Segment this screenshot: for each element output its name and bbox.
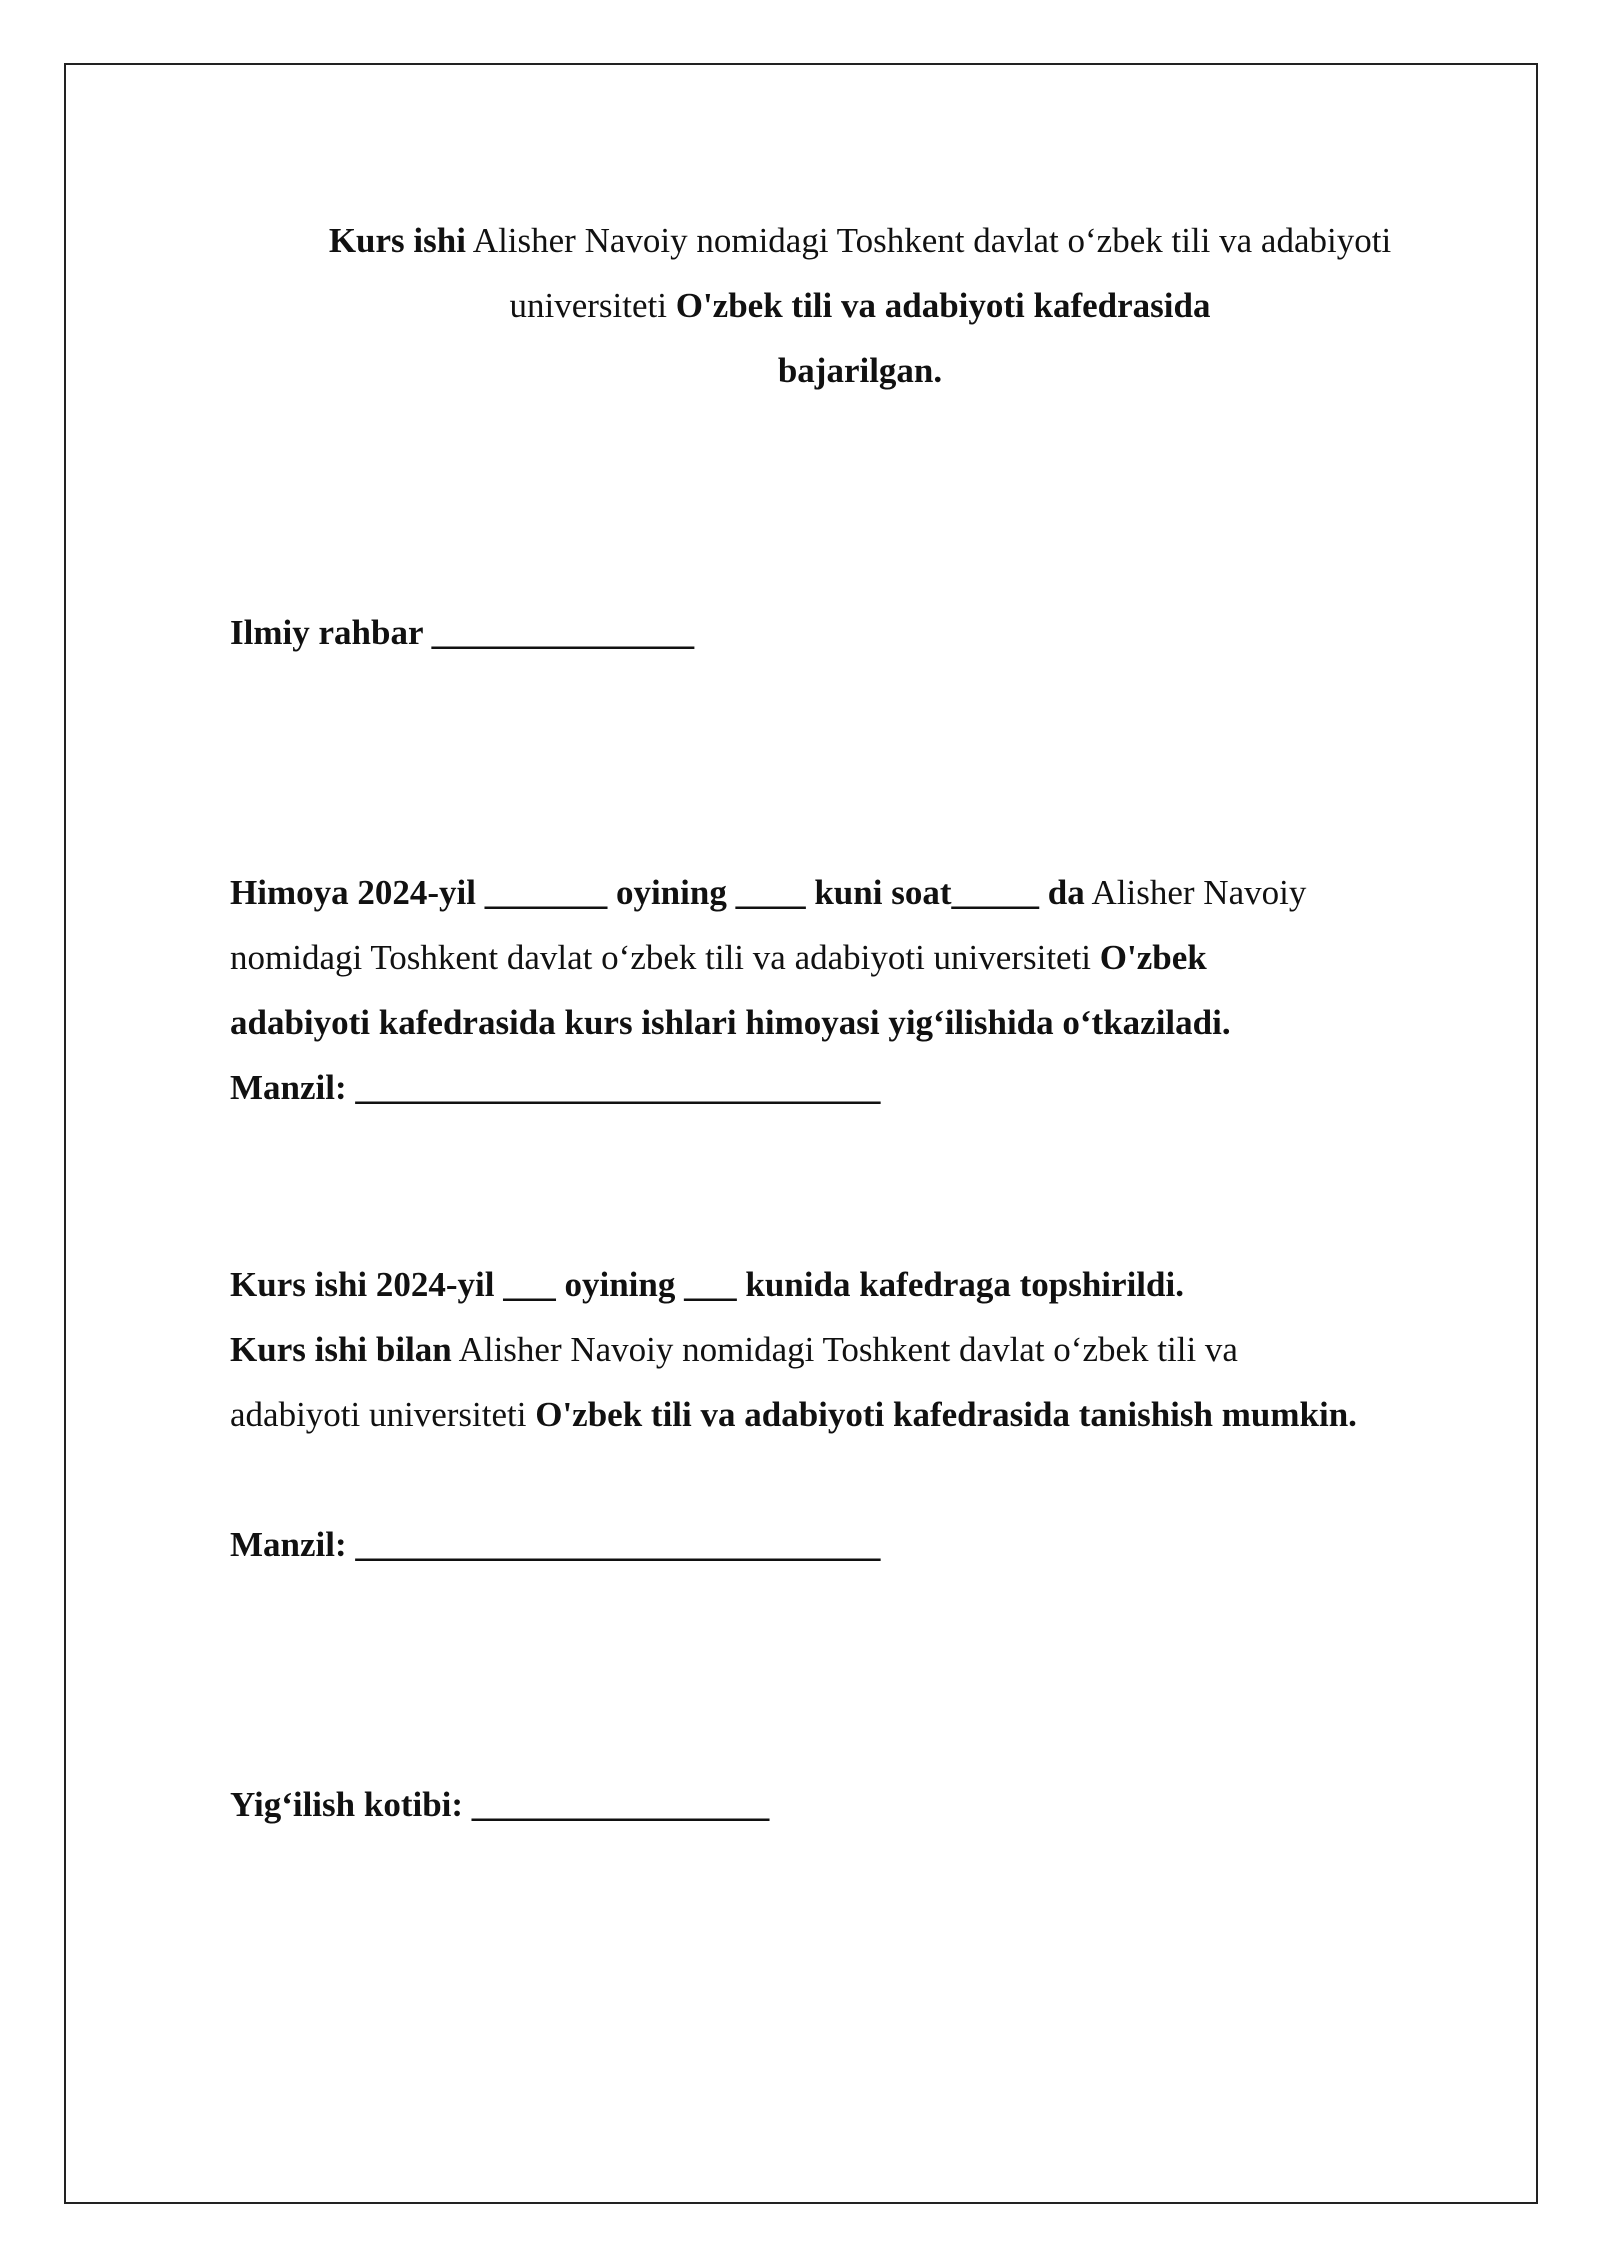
familiarize-university-cont: adabiyoti universiteti xyxy=(230,1395,536,1434)
defense-line-4 xyxy=(230,1055,1306,1120)
defense-department-text: adabiyoti kafedrasida kurs ishlari himoyasi yig‘ilishida o‘tkaziladi. xyxy=(230,1003,1231,1042)
familiarize-department-text: O'zbek tili va adabiyoti kafedrasida tanishish mumkin. xyxy=(535,1395,1357,1434)
submitted-paragraph xyxy=(230,1252,1357,1447)
intro-line-2 xyxy=(230,273,1490,338)
secretary-line xyxy=(230,1772,769,1837)
intro-paragraph xyxy=(230,208,1490,403)
submitted-line-3 xyxy=(230,1382,1357,1447)
intro-line-1 xyxy=(230,208,1490,273)
address-field-1: Manzil: ______________________________ xyxy=(230,1068,881,1107)
department-name: O'zbek tili va adabiyoti kafedrasida xyxy=(675,286,1211,325)
supervisor-line xyxy=(230,600,694,665)
familiarize-university-text: Alisher Navoiy nomidagi Toshkent davlat o‘zbek tili va xyxy=(451,1330,1238,1369)
university-text-cont: universiteti xyxy=(509,286,676,325)
course-work-label: Kurs ishi xyxy=(328,221,466,260)
completed-text: bajarilgan. xyxy=(777,351,943,390)
defense-line-1 xyxy=(230,860,1306,925)
supervisor-field: Ilmiy rahbar _______________ xyxy=(230,613,695,652)
intro-line-3 xyxy=(230,338,1490,403)
submitted-line-1 xyxy=(230,1252,1357,1317)
defense-department-start: O'zbek xyxy=(1099,938,1207,977)
defense-paragraph xyxy=(230,860,1306,1120)
defense-university-text-cont: nomidagi Toshkent davlat o‘zbek tili va adabiyoti universiteti xyxy=(230,938,1100,977)
address-line-2 xyxy=(230,1512,880,1577)
secretary-field: Yig‘ilish kotibi: _________________ xyxy=(230,1785,770,1824)
defense-line-3 xyxy=(230,990,1306,1055)
familiarize-label: Kurs ishi bilan xyxy=(230,1330,452,1369)
university-text: Alisher Navoiy nomidagi Toshkent davlat o‘zbek tili va adabiyoti xyxy=(465,221,1392,260)
submitted-line-2 xyxy=(230,1317,1357,1382)
defense-line-2 xyxy=(230,925,1306,990)
defense-university-text: Alisher Navoiy xyxy=(1084,873,1307,912)
defense-date-field: Himoya 2024-yil _______ oyining ____ kuni soat_____ da xyxy=(230,873,1085,912)
address-field-2: Manzil: ______________________________ xyxy=(230,1525,881,1564)
submission-date-field: Kurs ishi 2024-yil ___ oyining ___ kunida kafedraga topshirildi. xyxy=(230,1265,1184,1304)
